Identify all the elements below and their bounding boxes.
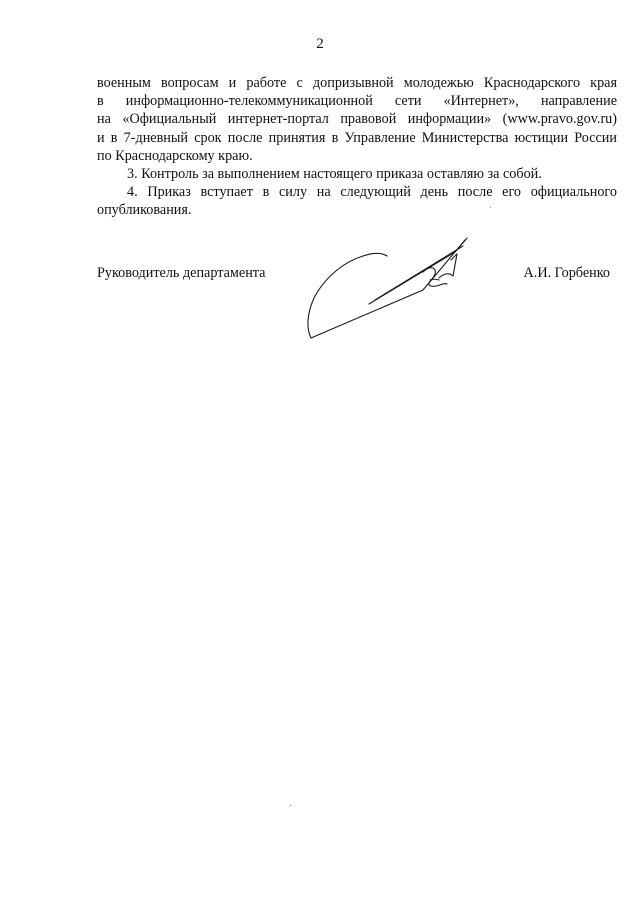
handwritten-signature xyxy=(305,232,475,344)
scan-speck xyxy=(490,207,491,208)
document-body xyxy=(97,74,617,220)
paragraph-item-4 xyxy=(97,183,617,219)
text-line: 4. Приказ вступает в силу на следующий день после его официального xyxy=(127,184,617,201)
text-line: и в 7-дневный срок после принятия в Управление Министерства юстиции России xyxy=(97,129,617,146)
signatory-name: А.И. Горбенко xyxy=(523,265,610,281)
text-line: по Краснодарскому краю. xyxy=(97,147,253,164)
scan-speck xyxy=(290,805,291,806)
paragraph-item-3 xyxy=(97,165,617,183)
text-line: в информационно-телекоммуникационной сети «Интернет», направление xyxy=(97,93,617,110)
paragraph-continuation xyxy=(97,74,617,165)
text-line: на «Официальный интернет-портал правовой информации» (www.pravo.gov.ru) xyxy=(97,111,617,128)
signatory-position: Руководитель департамента xyxy=(97,265,266,281)
text-line: опубликования. xyxy=(97,202,192,219)
text-line: военным вопросам и работе с допризывной молодежью Краснодарского края xyxy=(97,75,617,91)
text-line: 3. Контроль за выполнением настоящего приказа оставляю за собой. xyxy=(127,166,542,183)
page-number: 2 xyxy=(316,36,324,52)
